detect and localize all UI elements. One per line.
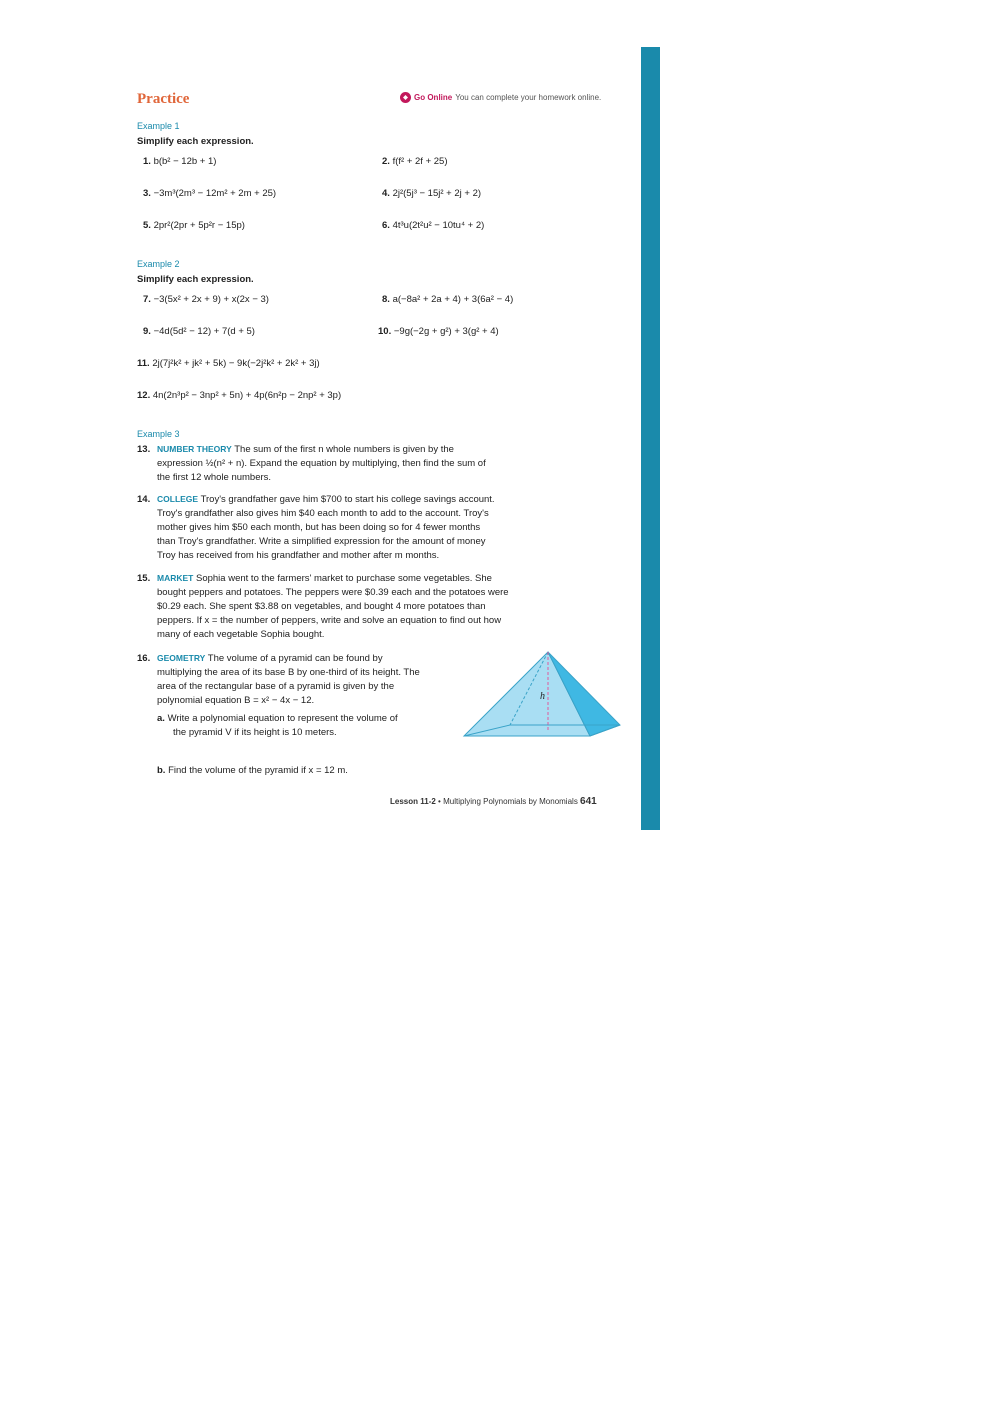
problem-line: Sophia went to the farmers' market to purchase some vegetables. She: [196, 573, 492, 584]
problem-line: Troy's grandfather gave him $700 to start his college savings account.: [200, 494, 495, 505]
example-2-instruction: Simplify each expression.: [137, 274, 254, 285]
problem-16b: [157, 764, 457, 778]
problem-expression: 2j(7j²k² + jk² + 5k) − 9k(−2j²k² + 2k² + 3j): [152, 358, 320, 369]
example-3-label: Example 3: [137, 429, 180, 439]
problem-number: 9.: [143, 326, 151, 337]
problem-number: 5.: [143, 220, 151, 231]
problem-category: MARKET: [157, 573, 194, 583]
page-footer: [390, 796, 597, 807]
problem-expression: b(b² − 12b + 1): [153, 156, 217, 167]
problem-line: expression ½(n² + n). Expand the equation by multiplying, then find the sum of: [157, 458, 486, 469]
problem-6: [382, 220, 484, 231]
problem-16: [137, 651, 467, 708]
problem-number: 1.: [143, 156, 151, 167]
go-online-icon: [400, 92, 411, 103]
page-number: 641: [580, 796, 597, 807]
problem-14: [137, 492, 567, 563]
problem-category: GEOMETRY: [157, 653, 206, 663]
part-label: b.: [157, 765, 166, 776]
problem-5: [143, 220, 245, 231]
problem-expression: −4d(5d² − 12) + 7(d + 5): [153, 326, 255, 337]
problem-9: [143, 326, 255, 337]
problem-number: 4.: [382, 188, 390, 199]
problem-number: 13.: [137, 444, 151, 455]
problem-line: $0.29 each. She spent $3.88 on vegetables, and bought 4 more potatoes than: [157, 601, 486, 612]
problem-expression: a(−8a² + 2a + 4) + 3(6a² − 4): [392, 294, 514, 305]
problem-number: 11.: [137, 358, 150, 369]
example-1-label: Example 1: [137, 121, 180, 131]
problem-number: 7.: [143, 294, 151, 305]
page-edge-tab: [641, 47, 660, 830]
problem-number: 12.: [137, 390, 151, 401]
problem-category: NUMBER THEORY: [157, 444, 232, 454]
problem-number: 6.: [382, 220, 390, 231]
problem-8: [382, 294, 513, 305]
problem-line: the first 12 whole numbers.: [157, 472, 272, 483]
problem-expression: −9g(−2g + g²) + 3(g² + 4): [393, 326, 499, 337]
problem-expression: −3m³(2m³ − 12m² + 2m + 25): [153, 188, 277, 199]
example-2-label: Example 2: [137, 259, 180, 269]
problem-line: bought peppers and potatoes. The peppers were $0.39 each and the potatoes were: [157, 587, 509, 598]
page-title: Practice: [137, 91, 190, 107]
problem-expression: 2j²(5j³ − 15j² + 2j + 2): [392, 188, 482, 199]
problem-line: multiplying the area of its base B by one-third of its height. The: [157, 667, 420, 678]
lesson-number: Lesson 11-2: [390, 797, 436, 806]
problem-1: [143, 156, 216, 167]
problem-13: [137, 442, 567, 485]
problem-number: 2.: [382, 156, 390, 167]
problem-expression: 4n(2n³p² − 3np² + 5n) + 4p(6n²p − 2np² + 3p): [152, 390, 342, 401]
problem-line: polynomial equation B = x² − 4x − 12.: [157, 695, 315, 706]
problem-4: [382, 188, 481, 199]
problem-expression: −3(5x² + 2x + 9) + x(2x − 3): [153, 294, 269, 305]
problem-16a: [157, 712, 457, 740]
problem-line: Write a polynomial equation to represent the volume of: [167, 713, 398, 724]
problem-number: 15.: [137, 573, 151, 584]
problem-number: 3.: [143, 188, 151, 199]
problem-line: Find the volume of the pyramid if x = 12 m.: [168, 765, 348, 776]
problem-11: [137, 358, 320, 369]
problem-expression: 2pr²(2pr + 5p²r − 15p): [153, 220, 245, 231]
problem-line: area of the rectangular base of a pyramid is given by the: [157, 681, 395, 692]
pyramid-figure: [460, 648, 625, 742]
problem-12: [137, 390, 341, 401]
problem-number: 8.: [382, 294, 390, 305]
go-online-banner[interactable]: [400, 92, 601, 103]
problem-2: [382, 156, 448, 167]
problem-line: Troy has received from his grandfather and mother after m months.: [157, 550, 440, 561]
problem-line: many of each vegetable Sophia bought.: [157, 629, 325, 640]
problem-expression: f(f² + 2f + 25): [392, 156, 448, 167]
problem-7: [143, 294, 269, 305]
height-label: h: [540, 691, 545, 702]
problem-3: [143, 188, 276, 199]
problem-number: 16.: [137, 653, 151, 664]
go-online-text: You can complete your homework online.: [455, 93, 602, 102]
footer-separator: •: [438, 797, 441, 806]
problem-number: 10.: [378, 326, 392, 337]
go-online-label[interactable]: Go Online: [414, 93, 453, 102]
problem-line: Troy's grandfather also gives him $40 each month to add to the account. Troy's: [157, 508, 489, 519]
problem-number: 14.: [137, 494, 151, 505]
problem-10: [378, 326, 499, 337]
problem-line: The sum of the first n whole numbers is given by the: [234, 444, 454, 455]
problem-line: the pyramid V if its height is 10 meters.: [173, 727, 337, 738]
part-label: a.: [157, 713, 165, 724]
problem-line: The volume of a pyramid can be found by: [207, 653, 383, 664]
problem-line: than Troy's grandfather. Write a simplified expression for the amount of money: [157, 536, 486, 547]
lesson-topic: Multiplying Polynomials by Monomials: [443, 797, 578, 806]
problem-line: peppers. If x = the number of peppers, write and solve an equation to find out how: [157, 615, 502, 626]
problem-expression: 4t³u(2t²u² − 10tu⁴ + 2): [392, 220, 485, 231]
problem-category: COLLEGE: [157, 494, 199, 504]
problem-line: mother gives him $50 each month, but has been doing so for 4 fewer months: [157, 522, 481, 533]
problem-15: [137, 571, 577, 642]
example-1-instruction: Simplify each expression.: [137, 136, 254, 147]
